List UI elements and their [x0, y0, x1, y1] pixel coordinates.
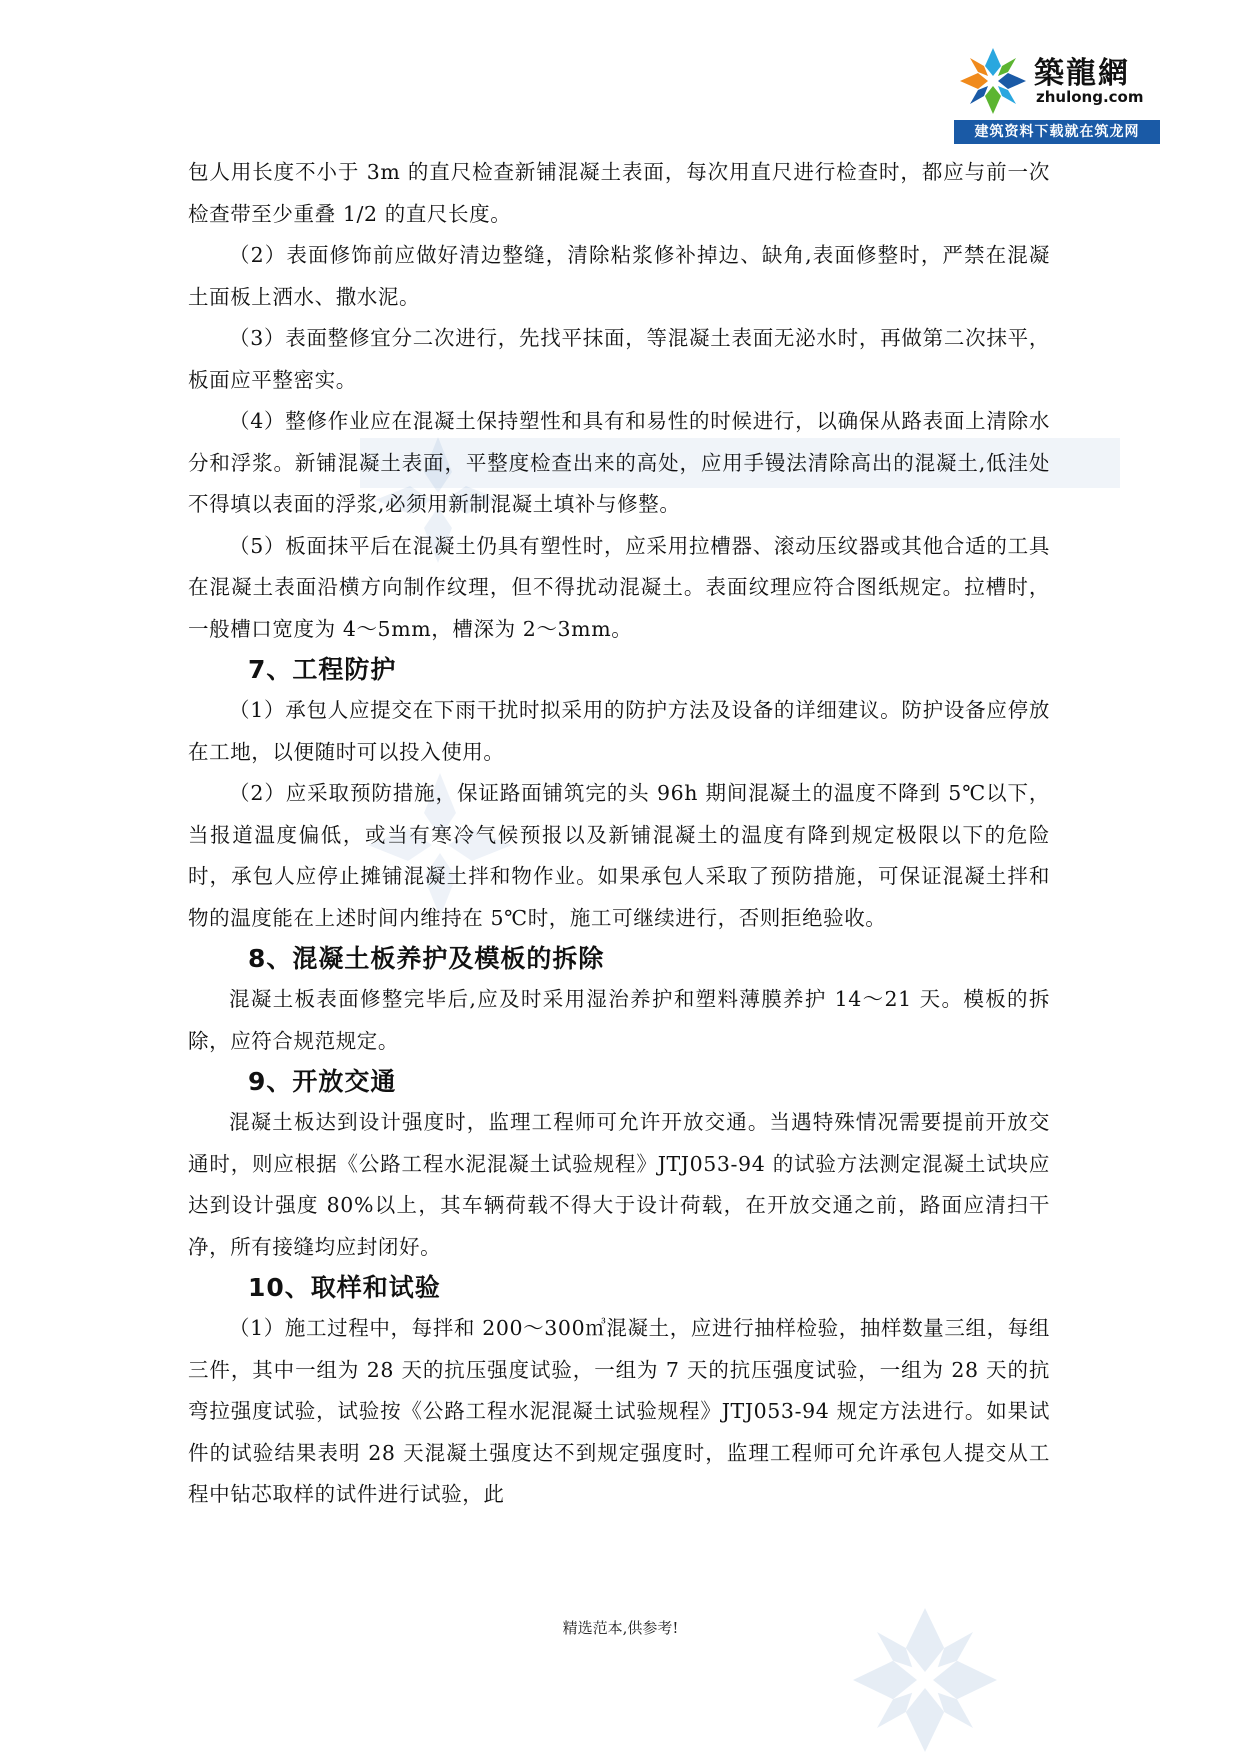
paragraph: （3）表面整修宜分二次进行，先找平抹面，等混凝土表面无泌水时，再做第二次抹平，板面应平整密实。	[188, 326, 1050, 392]
section-heading: 9、开放交通	[248, 1067, 397, 1096]
logo-chinese-name: 築龍網	[1034, 56, 1130, 91]
page-footer: 精选范本,供参考!	[562, 1619, 679, 1637]
paragraph: 混凝土板达到设计强度时，监理工程师可允许开放交通。当遇特殊情况需要提前开放交通时，则应根据《公路工程水泥混凝土试验规程》JTJ053-94 的试验方法测定混凝土试块应达到设计强度 80%以上，其车辆荷载不得大于设计荷载，在开放交通之前，路面应清扫干净，所有接缝均应封闭好。	[188, 1110, 1050, 1259]
paragraph: 包人用长度不小于 3m 的直尺检查新铺混凝土表面，每次用直尺进行检查时，都应与前一次检查带至少重叠 1/2 的直尺长度。	[188, 160, 1050, 226]
paragraph: （1）承包人应提交在下雨干扰时拟采用的防护方法及设备的详细建议。防护设备应停放在工地，以便随时可以投入使用。	[188, 698, 1050, 764]
paragraph: （4）整修作业应在混凝土保持塑性和具有和易性的时候进行，以确保从路表面上清除水分和浮浆。新铺混凝土表面，平整度检查出来的高处，应用手镘法清除高出的混凝土,低洼处不得填以表面的浮浆,必须用新制混凝土填补与修整。	[188, 409, 1050, 516]
section-heading: 7、工程防护	[248, 655, 397, 684]
logo-domain: zhulong.com	[1036, 88, 1144, 106]
logo-banner: 建筑资料下载就在筑龙网	[954, 120, 1160, 144]
zhulong-snowflake-icon	[958, 46, 1028, 116]
section-heading: 10、取样和试验	[248, 1273, 441, 1302]
paragraph: 混凝土板表面修整完毕后,应及时采用湿治养护和塑料薄膜养护 14～21 天。模板的拆除，应符合规范规定。	[188, 987, 1050, 1053]
paragraph: （2）应采取预防措施，保证路面铺筑完的头 96h 期间混凝土的温度不降到 5℃以下，当报道温度偏低，或当有寒冷气候预报以及新铺混凝土的温度有降到规定极限以下的危险时，承包人应停止摊铺混凝土拌和物作业。如果承包人采取了预防措施，可保证混凝土拌和物的温度能在上述时间内维持在 5℃时，施工可继续进行，否则拒绝验收。	[188, 781, 1050, 930]
paragraph: （2）表面修饰前应做好清边整缝，清除粘浆修补掉边、缺角,表面修整时，严禁在混凝土面板上洒水、撒水泥。	[188, 243, 1050, 309]
logo-top	[954, 44, 1160, 120]
document-body	[188, 152, 1050, 1516]
paragraph: （5）板面抹平后在混凝土仍具有塑性时，应采用拉槽器、滚动压纹器或其他合适的工具在混凝土表面沿横方向制作纹理，但不得扰动混凝土。表面纹理应符合图纸规定。拉槽时，一般槽口宽度为 4～5mm，槽深为 2～3mm。	[188, 533, 1050, 641]
paragraph: （1）施工过程中，每拌和 200～300㎥混凝土，应进行抽样检验，抽样数量三组，每组三件，其中一组为 28 天的抗压强度试验，一组为 7 天的抗压强度试验，一组为 28 天的抗弯拉强度试验，试验按《公路工程水泥混凝土试验规程》JTJ053-94 规定方法进行。如果试件的试验结果表明 28 天混凝土强度达不到规定强度时，监理工程师可允许承包人提交从工程中钻芯取样的试件进行试验，此	[188, 1316, 1050, 1506]
zhulong-logo	[954, 44, 1160, 144]
section-heading: 8、混凝土板养护及模板的拆除	[248, 944, 605, 973]
